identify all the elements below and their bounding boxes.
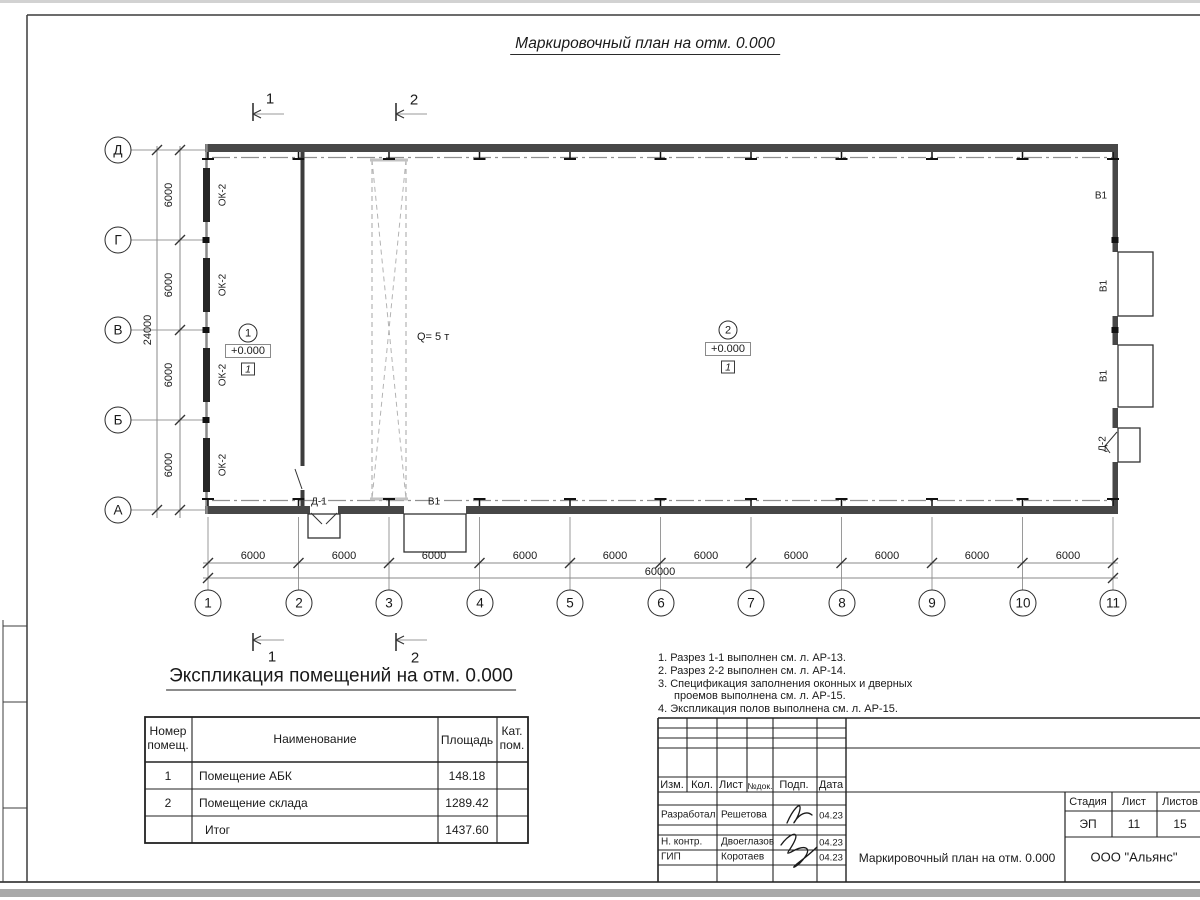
gate-label: В1 — [427, 496, 441, 508]
note-line: 2. Разрез 2-2 выполнен см. л. АР-14. — [658, 665, 846, 677]
section-mark-label: 2 — [409, 91, 419, 109]
sheet-title: Маркировочный план на отм. 0.000 — [510, 35, 780, 55]
column-header: Наименование — [273, 732, 357, 746]
room-elevation: +0.000 — [705, 342, 751, 356]
axis-bubble-row: А — [105, 497, 132, 524]
stage-header: Лист — [1122, 796, 1146, 808]
axis-node-squares — [203, 237, 1119, 423]
axis-bubble-col: 3 — [376, 590, 403, 617]
window-label: ОК-2 — [217, 273, 229, 297]
column-header: Номер помещ. — [147, 724, 189, 752]
dimension-total-label: 24000 — [142, 314, 154, 346]
section-marks — [253, 103, 427, 651]
titleblock-name: Двоеглазов — [721, 836, 775, 848]
axis-bubble-col: 5 — [557, 590, 584, 617]
dimension-label: 6000 — [163, 182, 175, 208]
dimension-label: 6000 — [964, 550, 990, 562]
note-line: 3. Спецификация заполнения оконных и дверных — [658, 678, 913, 690]
titleblock-date: 04.23 — [819, 852, 843, 864]
axis-bubble-col: 1 — [195, 590, 222, 617]
table-cell-area: 148.18 — [448, 769, 486, 783]
note-line: 4. Экспликация полов выполнена см. л. АР-15. — [658, 703, 898, 715]
titleblock-doc-title: Маркировочный план на отм. 0.000 — [858, 851, 1056, 865]
gate-label: В1 — [1098, 369, 1110, 383]
titleblock-role: Разработал — [661, 809, 716, 821]
axis-bubble-col: 4 — [467, 590, 494, 617]
room-number-bubble: 2 — [719, 321, 738, 340]
stage-value: ЭП — [1079, 817, 1097, 831]
table-cell-number: 2 — [164, 796, 172, 810]
dimension-label: 6000 — [163, 272, 175, 298]
titleblock-role: Н. контр. — [661, 836, 703, 848]
titleblock-name: Коротаев — [721, 851, 765, 863]
door-label: Д-2 — [1097, 436, 1109, 452]
table-cell-number: 1 — [164, 769, 172, 783]
dimension-label: 6000 — [421, 550, 447, 562]
left-wall — [203, 144, 1119, 514]
titleblock-header: Изм. — [660, 779, 684, 791]
window-label: ОК-2 — [217, 453, 229, 477]
dimension-label: 6000 — [163, 452, 175, 478]
axis-bubble-col: 7 — [738, 590, 765, 617]
room-floor-type: 1 — [241, 363, 255, 376]
axis-bubble-row: Б — [105, 407, 132, 434]
section-mark-label: 2 — [410, 649, 420, 667]
signature — [781, 806, 817, 867]
dimension-label: 6000 — [602, 550, 628, 562]
titleblock-role: ГИП — [661, 851, 681, 863]
axis-bubble-col: 6 — [648, 590, 675, 617]
note-line: 1. Разрез 1-1 выполнен см. л. АР-13. — [658, 652, 846, 664]
sheet-number: 11 — [1127, 817, 1141, 831]
dimension-label: 6000 — [240, 550, 266, 562]
dimension-total-label: 60000 — [644, 566, 676, 578]
dimension-label: 6000 — [512, 550, 538, 562]
table-cell-name: Итог — [205, 823, 231, 837]
axis-bubble-col: 8 — [829, 590, 856, 617]
titleblock-date: 04.23 — [819, 837, 843, 849]
axis-bubble-row: В — [105, 317, 132, 344]
note-line: проемов выполнена см. л. АР-15. — [674, 690, 846, 702]
table-cell-name: Помещение склада — [199, 796, 308, 810]
dimension-label: 6000 — [783, 550, 809, 562]
walls-group — [205, 144, 1118, 514]
explication-title: Экспликация помещений на отм. 0.000 — [166, 666, 516, 691]
titleblock-date: 04.23 — [819, 810, 843, 822]
table-cell-area: 1289.42 — [445, 796, 489, 810]
room-floor-type: 1 — [721, 361, 735, 374]
stage-header: Стадия — [1069, 796, 1107, 808]
room-number-bubble: 1 — [239, 324, 258, 343]
titleblock-name: Решетова — [721, 809, 767, 821]
window-label: ОК-2 — [217, 183, 229, 207]
titleblock-header: Кол. — [691, 779, 713, 791]
dimension-label: 6000 — [874, 550, 900, 562]
titleblock-header: Лист — [719, 779, 743, 791]
dimension-label: 6000 — [331, 550, 357, 562]
door-label: Д-1 — [311, 496, 327, 508]
axis-bubble-col: 10 — [1010, 590, 1037, 617]
section-mark-label: 1 — [267, 648, 277, 666]
crane-capacity-label: Q= 5 т — [417, 331, 450, 343]
axis-bubble-row: Г — [105, 227, 132, 254]
gate-label: В1 — [1098, 279, 1110, 293]
column-header: Площадь — [440, 733, 494, 747]
column-header: Кат. пом. — [499, 724, 525, 752]
dimension-label: 6000 — [163, 362, 175, 388]
dimension-label: 6000 — [693, 550, 719, 562]
axis-bubble-col: 11 — [1100, 590, 1127, 617]
axis-bubble-col: 9 — [919, 590, 946, 617]
sheet-count: 15 — [1173, 817, 1187, 831]
stage-header: Листов — [1162, 796, 1198, 808]
dimension-ticks — [152, 145, 1118, 583]
section-mark-label: 1 — [265, 90, 275, 108]
room-elevation: +0.000 — [225, 344, 271, 358]
axis-bubble-col: 2 — [286, 590, 313, 617]
column-marks — [202, 152, 1119, 506]
table-cell-name: Помещение АБК — [199, 769, 292, 783]
table-cell-area: 1437.60 — [445, 823, 489, 837]
titleblock-header: №док. — [747, 781, 773, 791]
titleblock-header: Дата — [818, 779, 844, 791]
company-name: ООО "Альянс" — [1090, 849, 1178, 865]
dimension-label: 6000 — [1055, 550, 1081, 562]
gate-label: В1 — [1094, 190, 1108, 202]
crane-symbol — [370, 160, 408, 499]
dimension-lines — [131, 146, 1118, 590]
window-label: ОК-2 — [217, 363, 229, 387]
titleblock-header: Подп. — [779, 779, 809, 791]
axis-bubble-row: Д — [105, 137, 132, 164]
crane-rails — [212, 158, 1112, 501]
